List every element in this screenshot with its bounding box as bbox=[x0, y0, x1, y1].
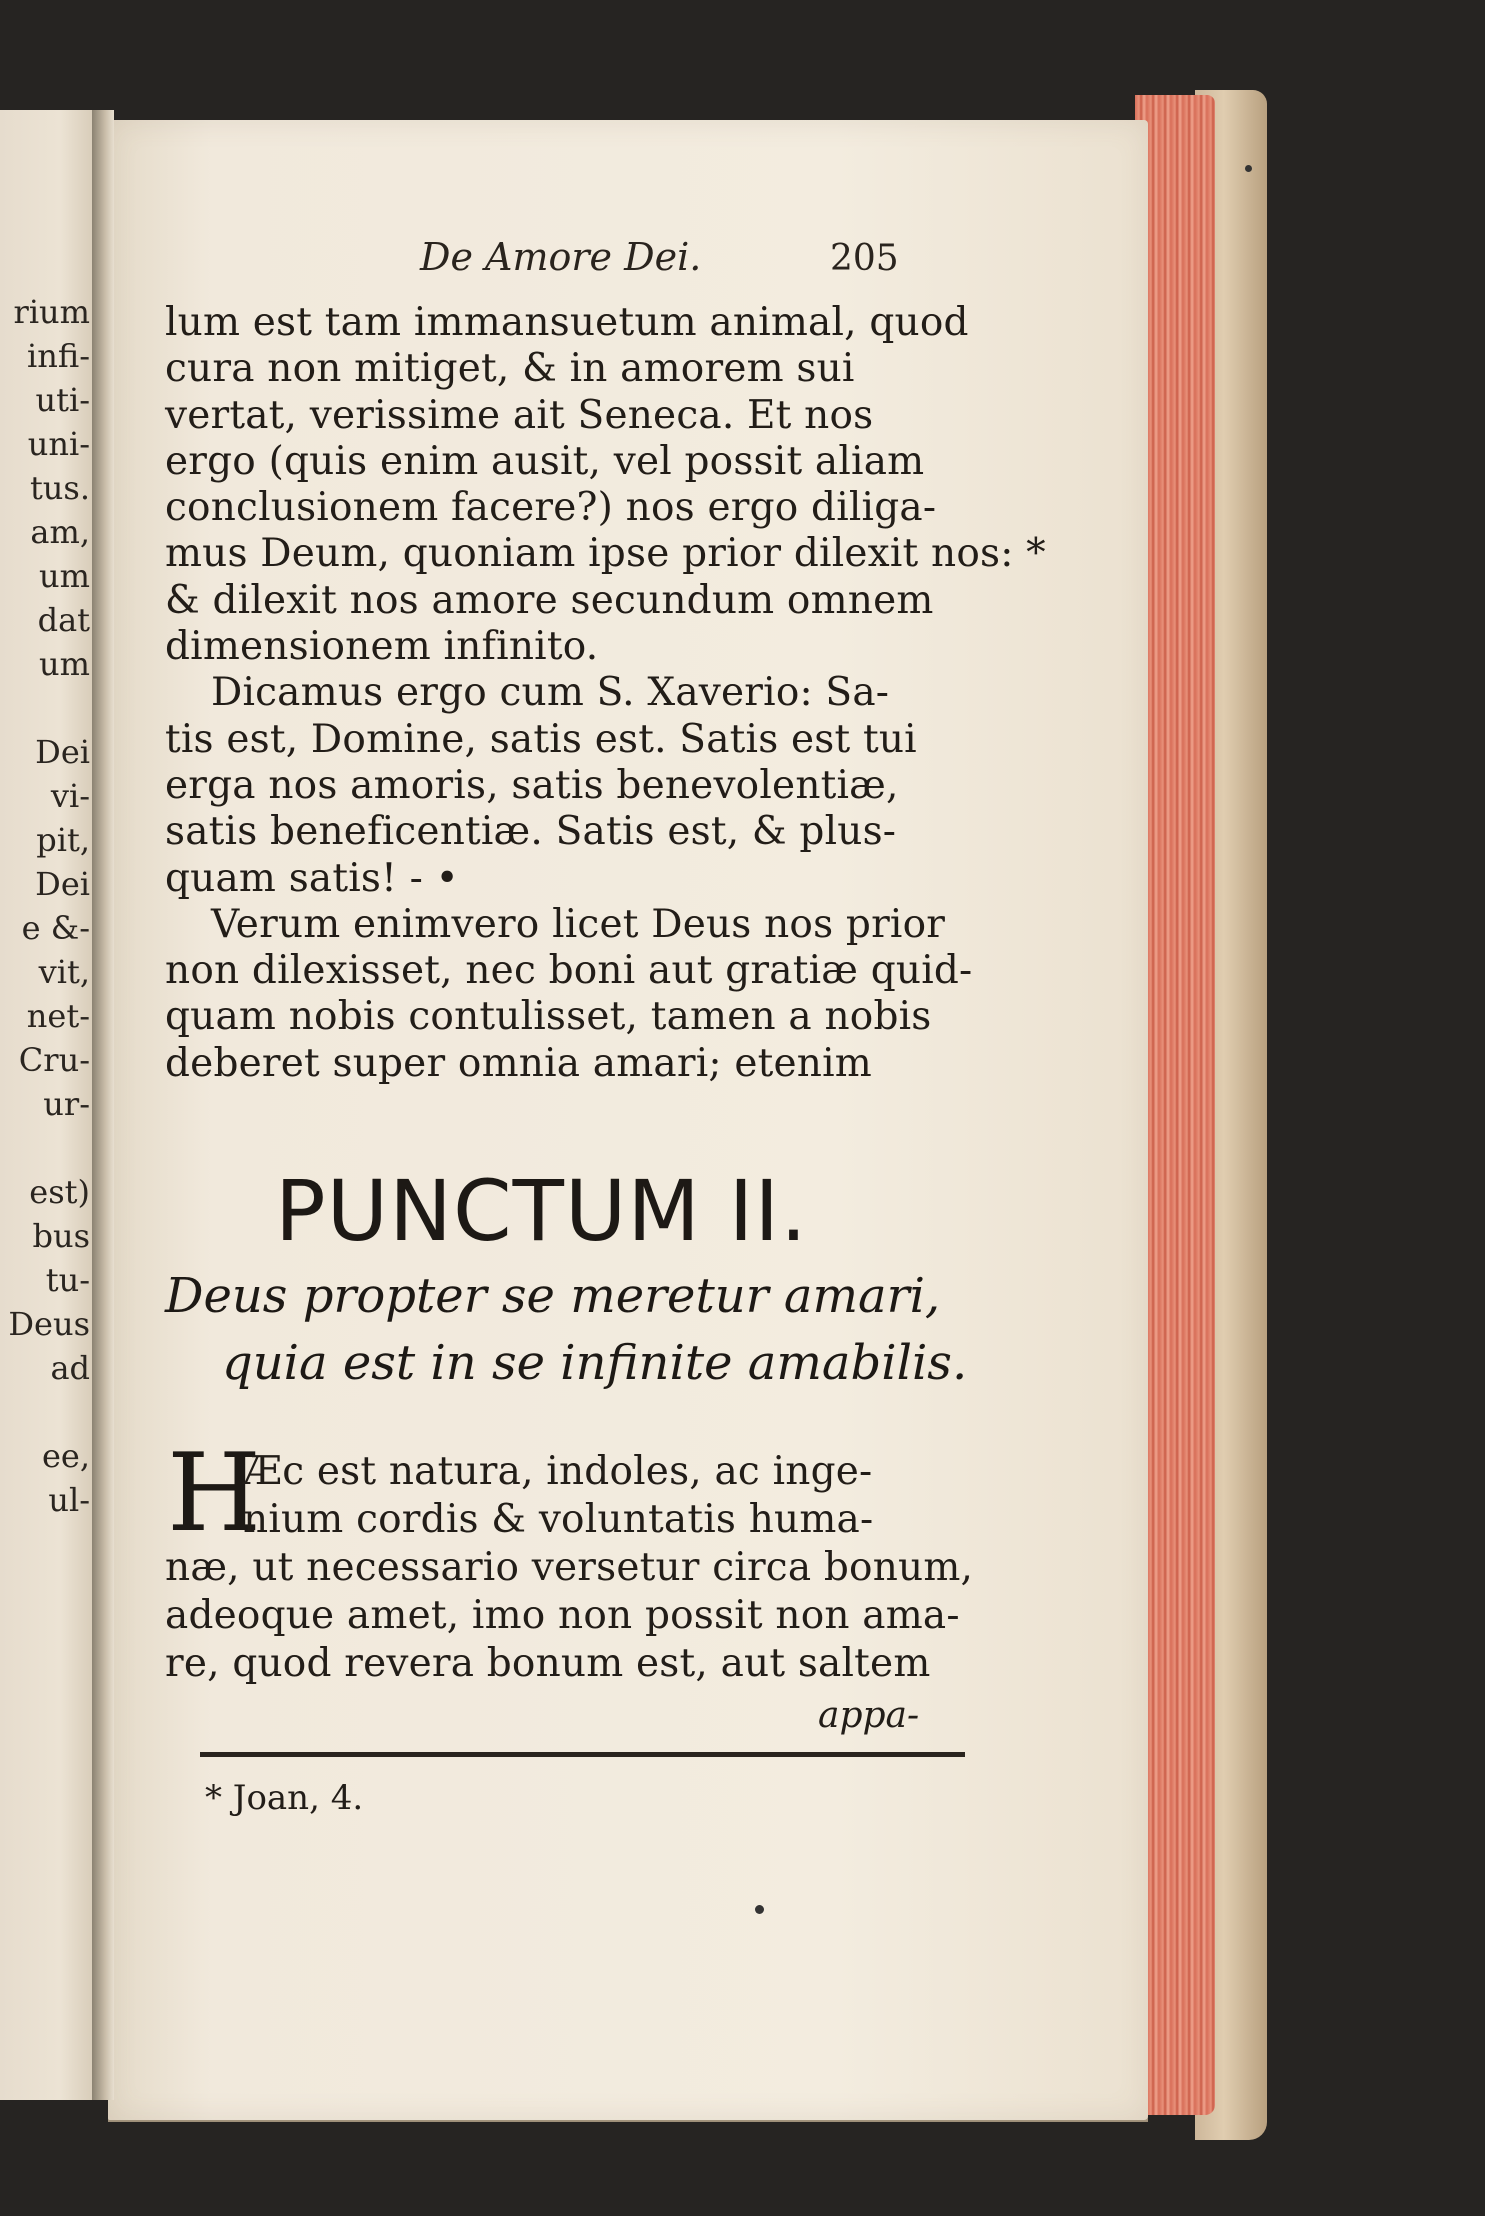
text-line: nium cordis & voluntatis huma- bbox=[243, 1497, 874, 1542]
left-page-fragment: ul- bbox=[48, 1481, 90, 1519]
ink-speck bbox=[1245, 165, 1252, 172]
left-page-fragment: uti- bbox=[35, 381, 90, 419]
text-line: deberet super omnia amari; etenim bbox=[165, 1040, 872, 1086]
left-page-fragment: rium bbox=[13, 293, 90, 331]
ink-speck bbox=[755, 1905, 764, 1914]
text-line: Æc est natura, indoles, ac inge- bbox=[243, 1449, 873, 1494]
left-page-fragment: vi- bbox=[50, 777, 90, 815]
text-line: quam satis! - • bbox=[165, 855, 459, 901]
left-page-fragment: net- bbox=[26, 997, 90, 1035]
text-line: & dilexit nos amore secundum omnem bbox=[165, 577, 934, 623]
section-subheading-line-2: quia est in se infinite amabilis. bbox=[222, 1335, 968, 1391]
text-line: re, quod revera bonum est, aut saltem bbox=[165, 1641, 931, 1686]
text-line: ergo (quis enim ausit, vel possit aliam bbox=[165, 438, 925, 484]
text-line: næ, ut necessario versetur circa bonum, bbox=[165, 1545, 974, 1590]
left-page bbox=[0, 110, 100, 2100]
paragraph-3 bbox=[165, 901, 973, 1087]
left-page-fragment: vit, bbox=[38, 953, 90, 991]
text-line: Verum enimvero licet Deus nos prior bbox=[211, 901, 946, 947]
left-page-fragment: ee, bbox=[41, 1437, 90, 1475]
paragraph-2 bbox=[165, 670, 965, 901]
text-line: dimensionem infinito. bbox=[165, 624, 599, 670]
text-line: vertat, verissime ait Seneca. Et nos bbox=[165, 392, 874, 438]
page-number: 205 bbox=[830, 238, 899, 279]
book-gutter bbox=[92, 110, 114, 2100]
left-page-text-fragments bbox=[0, 290, 96, 1522]
left-page-fragment bbox=[0, 686, 96, 730]
footnote: * Joan, 4. bbox=[205, 1778, 364, 1818]
left-page-fragment: Cru- bbox=[18, 1041, 90, 1079]
left-page-fragment: um bbox=[39, 645, 90, 683]
left-page-fragment: ur- bbox=[43, 1085, 90, 1123]
section-subheading-line-1: Deus propter se meretur amari, bbox=[165, 1268, 941, 1324]
left-page-fragment: pit, bbox=[36, 821, 90, 859]
drop-cap: H bbox=[167, 1431, 262, 1556]
left-page-fragment: tu- bbox=[45, 1261, 90, 1299]
running-head: De Amore Dei. bbox=[420, 235, 702, 279]
text-line: conclusionem facere?) nos ergo diliga- bbox=[165, 485, 937, 531]
left-page-fragment: Dei bbox=[35, 865, 90, 903]
body-text bbox=[165, 300, 1046, 1087]
left-page-fragment: um bbox=[39, 557, 90, 595]
left-page-fragment: am, bbox=[30, 513, 90, 551]
text-line: erga nos amoris, satis benevolentiæ, bbox=[165, 762, 899, 808]
text-line: Dicamus ergo cum S. Xaverio: Sa- bbox=[211, 670, 890, 716]
catchword: appa- bbox=[818, 1695, 920, 1736]
paragraph-1 bbox=[165, 300, 1046, 670]
text-line: tis est, Domine, satis est. Satis est tui bbox=[165, 716, 917, 762]
text-line: cura non mitiget, & in amorem sui bbox=[165, 346, 855, 392]
text-line: lum est tam immansuetum animal, quod bbox=[165, 300, 969, 345]
left-page-fragment: ad bbox=[50, 1349, 90, 1387]
text-line: satis beneficentiæ. Satis est, & plus- bbox=[165, 809, 897, 855]
left-page-fragment: e &- bbox=[21, 909, 90, 947]
text-line: adeoque amet, imo non possit non ama- bbox=[165, 1593, 960, 1638]
left-page-fragment: tus. bbox=[29, 469, 90, 507]
left-page-fragment bbox=[0, 1390, 96, 1434]
text-line: mus Deum, quoniam ipse prior dilexit nos: * bbox=[165, 531, 1046, 577]
text-line: quam nobis contulisset, tamen a nobis bbox=[165, 994, 932, 1040]
footnote-rule bbox=[200, 1752, 965, 1757]
left-page-fragment bbox=[0, 1126, 96, 1170]
left-page-fragment: Deus bbox=[8, 1305, 90, 1343]
text-line: non dilexisset, nec boni aut gratiæ quid- bbox=[165, 948, 973, 994]
left-page-fragment: est) bbox=[29, 1173, 90, 1211]
section-heading: PUNCTUM II. bbox=[275, 1162, 808, 1260]
left-page-fragment: uni- bbox=[27, 425, 90, 463]
left-page-fragment: dat bbox=[37, 601, 90, 639]
paragraph-4 bbox=[165, 1448, 974, 1688]
left-page-fragment: Dei bbox=[35, 733, 90, 771]
left-page-fragment: bus bbox=[32, 1217, 90, 1255]
left-page-fragment: infi- bbox=[27, 337, 90, 375]
